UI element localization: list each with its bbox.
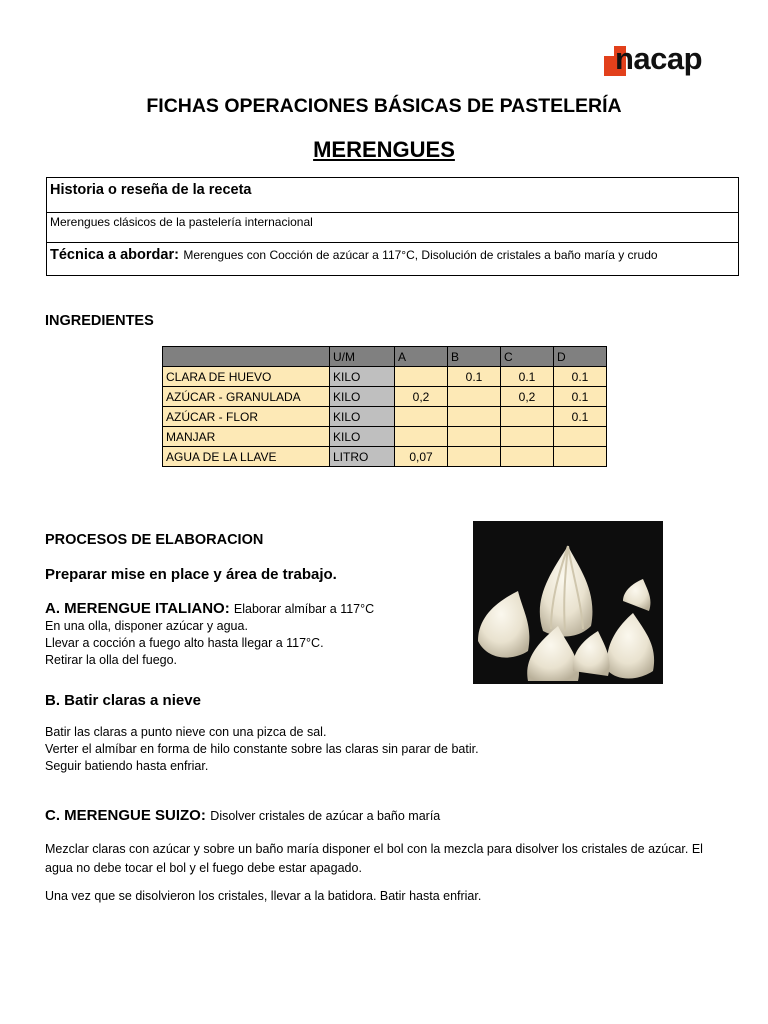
step-line: Seguir batiendo hasta enfriar. [45,759,209,773]
table-header-row [163,347,607,367]
step-line: Llevar a cocción a fuego alto hasta llegar a 117°C. [45,636,324,650]
ingredient-name: AZÚCAR - FLOR [163,407,330,427]
recipe-info-box [46,177,739,276]
history-label: Historia o reseña de la receta [47,178,738,213]
process-heading: PROCESOS DE ELABORACION [45,532,264,548]
col-header-name [163,347,330,367]
qty-a: 0,2 [395,387,448,407]
qty-c [501,447,554,467]
ingredient-um: KILO [330,427,395,447]
logo-text: nacap [615,41,703,76]
qty-c [501,427,554,447]
ingredient-name: AZÚCAR - GRANULADA [163,387,330,407]
ingredient-um: KILO [330,387,395,407]
qty-d: 0.1 [554,387,607,407]
section-c-paragraph-1: Mezclar claras con azúcar y sobre un baño maría disponer el bol con la mezcla para disolver los cristales de azúcar. El agua no debe tocar el bol y el fuego debe estar apagado. [45,842,703,875]
col-header-d: D [554,347,607,367]
section-b-title: B. Batir claras a nieve [45,692,201,709]
section-b-steps [45,724,479,775]
technique-label: Técnica a abordar: [50,247,179,263]
qty-a [395,427,448,447]
history-text: Merengues clásicos de la pastelería internacional [47,213,738,243]
mise-en-place-heading: Preparar mise en place y área de trabajo. [45,566,337,583]
col-header-c: C [501,347,554,367]
technique-row [47,243,738,276]
col-header-a: A [395,347,448,367]
qty-c: 0,2 [501,387,554,407]
section-c-subtitle: Disolver cristales de azúcar a baño maría [210,809,441,823]
qty-a: 0,07 [395,447,448,467]
section-c-title: C. MERENGUE SUIZO: [45,807,206,824]
qty-b [448,387,501,407]
qty-b [448,427,501,447]
ingredient-um: KILO [330,407,395,427]
technique-text: Merengues con Cocción de azúcar a 117°C, Disolución de cristales a baño maría y crudo [183,248,658,262]
section-a-subtitle: Elaborar almíbar a 117°C [233,602,375,616]
qty-b [448,407,501,427]
ingredient-name: MANJAR [163,427,330,447]
section-a-title: A. MERENGUE ITALIANO: [45,600,230,617]
qty-d: 0.1 [554,367,607,387]
page-subtitle: MERENGUES [313,137,455,162]
step-line: En una olla, disponer azúcar y agua. [45,619,248,633]
section-a-steps [45,618,374,669]
col-header-b: B [448,347,501,367]
inacap-logo [604,41,724,82]
page-title: FICHAS OPERACIONES BÁSICAS DE PASTELERÍA [146,95,622,117]
table-row [163,387,607,407]
ingredients-table [162,346,607,467]
ingredient-um: LITRO [330,447,395,467]
meringue-photo [473,521,663,684]
step-line: Batir las claras a punto nieve con una pizca de sal. [45,725,327,739]
col-header-um: U/M [330,347,395,367]
ingredient-um: KILO [330,367,395,387]
ingredient-name: CLARA DE HUEVO [163,367,330,387]
qty-d [554,447,607,467]
table-row [163,367,607,387]
step-line: Retirar la olla del fuego. [45,653,178,667]
table-row [163,407,607,427]
qty-b [448,447,501,467]
ingredients-heading: INGREDIENTES [45,313,154,329]
section-c-paragraph-2: Una vez que se disolvieron los cristales, llevar a la batidora. Batir hasta enfriar. [45,889,482,903]
qty-c: 0.1 [501,367,554,387]
qty-d: 0.1 [554,407,607,427]
qty-b: 0.1 [448,367,501,387]
section-a [45,600,374,669]
qty-c [501,407,554,427]
qty-a [395,407,448,427]
step-line: Verter el almíbar en forma de hilo constante sobre las claras sin parar de batir. [45,742,479,756]
table-row [163,427,607,447]
qty-a [395,367,448,387]
section-c [45,807,440,825]
table-row [163,447,607,467]
qty-d [554,427,607,447]
meringue-illustration [473,521,663,684]
ingredient-name: AGUA DE LA LLAVE [163,447,330,467]
